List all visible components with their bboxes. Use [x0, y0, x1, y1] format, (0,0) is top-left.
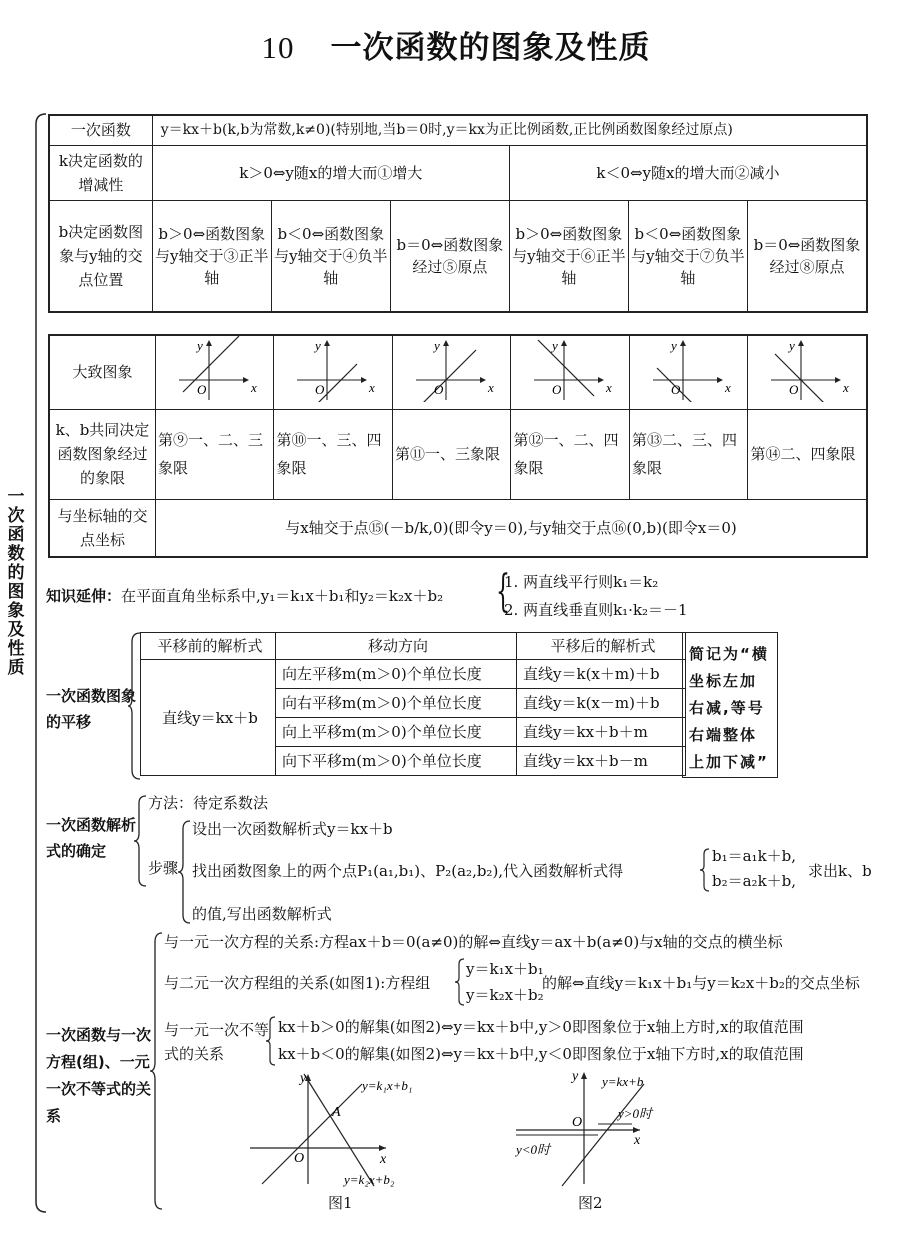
- relation-system-a: 与二元一次方程组的关系(如图1):方程组: [164, 974, 431, 992]
- relations-label: 一次函数与一次方程(组)、一元一次不等式的关系: [46, 1026, 152, 1125]
- figure-2: [512, 1068, 692, 1188]
- direction-cell: 向下平移m(m＞0)个单位长度: [276, 747, 517, 776]
- y-label: y: [196, 338, 203, 354]
- row-label: 一次函数: [49, 115, 152, 145]
- x-arrow: [480, 377, 486, 383]
- row-label: 大致图象: [49, 335, 155, 409]
- graph-cell: [392, 335, 511, 409]
- x-label: x: [250, 380, 257, 396]
- relation-equation: 与一元一次方程的关系:方程ax＋b＝0(a≠0)的解⇔直线y＝ax＋b(a≠0)与x轴的交点的横坐标: [164, 933, 783, 951]
- extension-text: [46, 585, 443, 607]
- function-line: [538, 340, 594, 396]
- x-label: x: [487, 380, 494, 396]
- figure-1: [244, 1068, 424, 1188]
- x-arrow: [243, 377, 249, 383]
- before-expression: 直线y＝kx＋b: [141, 660, 276, 776]
- graph-icon: [283, 336, 383, 402]
- relation-system-eq1: y＝k₁x＋b₁: [466, 960, 544, 978]
- y-arrow: [206, 340, 212, 346]
- row-label: 与坐标轴的交点坐标: [49, 499, 155, 557]
- fig2-origin: O: [572, 1115, 583, 1130]
- graph-cell: [511, 335, 630, 409]
- extension-body: 在平面直角坐标系中,y₁＝k₁x＋b₁和y₂＝k₂x＋b₂: [121, 587, 444, 605]
- relation-system-eq2: y＝k₂x＋b₂: [466, 986, 544, 1004]
- step-2-tail: 求出k、b: [808, 862, 872, 880]
- brace: [134, 795, 148, 887]
- relation-system-b: 的解⇔直线y＝k₁x＋b₁与y＝k₂x＋b₂的交点坐标: [542, 974, 860, 992]
- y-label: y: [433, 338, 440, 354]
- brace: {: [496, 566, 510, 617]
- fig1-line2-label: y=k₂x+b₂: [344, 1172, 395, 1187]
- row-label: k决定函数的增减性: [49, 145, 152, 200]
- extension-item-parallel: 1. 两直线平行则k₁＝k₂: [504, 573, 659, 591]
- after-cell: 直线y＝k(x－m)＋b: [517, 689, 686, 718]
- y-label: y: [789, 338, 795, 354]
- graph-cell: [748, 335, 867, 409]
- properties-table: [48, 114, 868, 313]
- direction-cell: 向上平移m(m＞0)个单位长度: [276, 718, 517, 747]
- origin-label: O: [433, 382, 444, 398]
- graph-icon: [520, 336, 620, 402]
- fig2-below-label: y<0时: [516, 1142, 551, 1157]
- origin-label: O: [196, 382, 207, 398]
- system-eq-1: b₁＝a₁k＋b,: [712, 847, 797, 865]
- brace: [150, 932, 164, 1210]
- fig1-x-label: x: [380, 1152, 387, 1167]
- fig1-origin: O: [294, 1151, 305, 1166]
- quadrant-cell: 第⑭二、四象限: [748, 409, 867, 499]
- function-line: [657, 368, 713, 402]
- after-cell: 直线y＝kx＋b－m: [517, 747, 686, 776]
- after-cell: 直线y＝k(x＋m)＋b: [517, 660, 686, 689]
- header-direction: 移动方向: [276, 633, 517, 660]
- y-arrow: [324, 340, 330, 346]
- figure-1-caption: 图1: [328, 1194, 353, 1212]
- inequality-positive: kx＋b＞0的解集(如图2)⇔y＝kx＋b中,y＞0即图象位于x轴上方时,x的取值范围: [278, 1018, 804, 1036]
- x-label: x: [606, 380, 612, 396]
- fig2-y-label: y: [572, 1069, 579, 1084]
- brace: [266, 1016, 276, 1066]
- direction-cell: 向右平移m(m＞0)个单位长度: [276, 689, 517, 718]
- inequality-negative: kx＋b＜0的解集(如图2)⇔y＝kx＋b中,y＜0即图象位于x轴下方时,x的取值范围: [278, 1045, 804, 1063]
- translation-note: 简记为“横坐标左加右减,等号右端整体上加下减”: [682, 632, 778, 778]
- title-text: 一次函数的图象及性质: [330, 30, 651, 66]
- system-eq-2: b₂＝a₂k＋b,: [712, 872, 797, 890]
- step-3: 的值,写出函数解析式: [192, 905, 332, 923]
- x-arrow: [717, 377, 723, 383]
- function-definition: y＝kx＋b(k,b为常数,k≠0)(特别地,当b＝0时,y＝kx为正比例函数,正比例函数图象经过原点): [152, 115, 867, 145]
- row-label: b决定函数图象与y轴的交点位置: [49, 200, 152, 312]
- translation-table: [140, 632, 686, 776]
- title-number: 10: [261, 30, 295, 65]
- intercept-cell: 与x轴交于点⑮(－b/k,0)(即令y＝0),与y轴交于点⑯(0,b)(即令x＝0): [155, 499, 867, 557]
- fig2-above-label: y>0时: [618, 1106, 653, 1121]
- header-after: 平移后的解析式: [517, 633, 686, 660]
- method-text: 方法：待定系数法: [148, 794, 269, 812]
- b-cell: b＞0⇔函数图象与y轴交于③正半轴: [152, 200, 271, 312]
- b-cell: b＝0⇔函数图象经过⑧原点: [747, 200, 867, 312]
- b-cell: b＜0⇔函数图象与y轴交于⑦负半轴: [628, 200, 747, 312]
- origin-label: O: [552, 382, 562, 398]
- x-arrow: [835, 377, 841, 383]
- graph-icon: [402, 336, 502, 402]
- b-cell: b＝0⇔函数图象经过⑤原点: [390, 200, 509, 312]
- x-arrow: [361, 377, 367, 383]
- row-label: k、b共同决定函数图象经过的象限: [49, 409, 155, 499]
- direction-cell: 向左平移m(m＞0)个单位长度: [276, 660, 517, 689]
- y-arrow: [798, 340, 804, 346]
- extension-item-perpendicular: 2. 两直线垂直则k₁·k₂＝－1: [504, 601, 688, 619]
- line-1: [262, 1084, 362, 1184]
- function-line: [301, 364, 357, 402]
- brace: [700, 848, 710, 892]
- quadrant-cell: 第⑫一、二、四象限: [511, 409, 630, 499]
- x-label: x: [843, 380, 849, 396]
- y-arrow: [680, 340, 686, 346]
- y-arrow: [443, 340, 449, 346]
- determine-label: 一次函数解析式的确定: [46, 816, 137, 860]
- graph-icon: [757, 336, 857, 402]
- x-label: x: [369, 380, 375, 396]
- steps-label: 步骤: [148, 859, 179, 877]
- fig2-line-label: y=kx+b: [602, 1074, 644, 1089]
- figure-2-caption: 图2: [578, 1194, 603, 1212]
- y-label: y: [552, 338, 558, 354]
- extension-lead: 知识延伸：: [46, 587, 122, 605]
- function-line: [420, 350, 476, 402]
- x-label: x: [724, 380, 731, 396]
- y-label: y: [670, 338, 677, 354]
- graph-table: [48, 334, 868, 558]
- graph-cell: [155, 335, 274, 409]
- fig1-point-a: A: [332, 1105, 341, 1120]
- origin-label: O: [789, 382, 799, 398]
- quadrant-cell: 第⑬二、三、四象限: [629, 409, 748, 499]
- decrease-cell: k＜0⇔y随x的增大而②减小: [509, 145, 867, 200]
- translation-label: 一次函数图象的平移: [46, 687, 137, 731]
- brace: [455, 958, 465, 1006]
- step-2: 找出函数图象上的两个点P₁(a₁,b₁)、P₂(a₂,b₂),代入函数解析式得: [192, 862, 624, 880]
- graph-icon: [639, 336, 739, 402]
- step-1: 设出一次函数解析式y＝kx＋b: [192, 820, 393, 838]
- b-cell: b＜0⇔函数图象与y轴交于④负半轴: [271, 200, 390, 312]
- fig1-y-label: y: [300, 1071, 307, 1086]
- origin-label: O: [670, 382, 681, 398]
- side-label: 一 次 函 数 的 图 象 及 性 质: [7, 487, 25, 678]
- function-line: [775, 354, 831, 402]
- quadrant-cell: 第⑩一、三、四象限: [274, 409, 393, 499]
- quadrant-cell: 第⑨一、二、三象限: [155, 409, 274, 499]
- x-arrow: [598, 377, 604, 383]
- graph-icon: [165, 336, 265, 402]
- increase-cell: k＞0⇔y随x的增大而①增大: [152, 145, 509, 200]
- y-label: y: [315, 338, 321, 354]
- y-arrow: [561, 340, 567, 346]
- after-cell: 直线y＝kx＋b＋m: [517, 718, 686, 747]
- fig2-x-label: x: [634, 1133, 641, 1148]
- relation-inequality-label: 与一元一次不等式的关系: [164, 1021, 270, 1063]
- b-cell: b＞0⇔函数图象与y轴交于⑥正半轴: [509, 200, 628, 312]
- fig1-line1-label: y=k₁x+b₁: [362, 1078, 413, 1093]
- page-title: [0, 22, 912, 67]
- brace: [178, 820, 192, 924]
- graph-cell: [274, 335, 393, 409]
- graph-cell: [629, 335, 748, 409]
- header-before: 平移前的解析式: [141, 633, 276, 660]
- origin-label: O: [315, 382, 325, 398]
- quadrant-cell: 第⑪一、三象限: [392, 409, 511, 499]
